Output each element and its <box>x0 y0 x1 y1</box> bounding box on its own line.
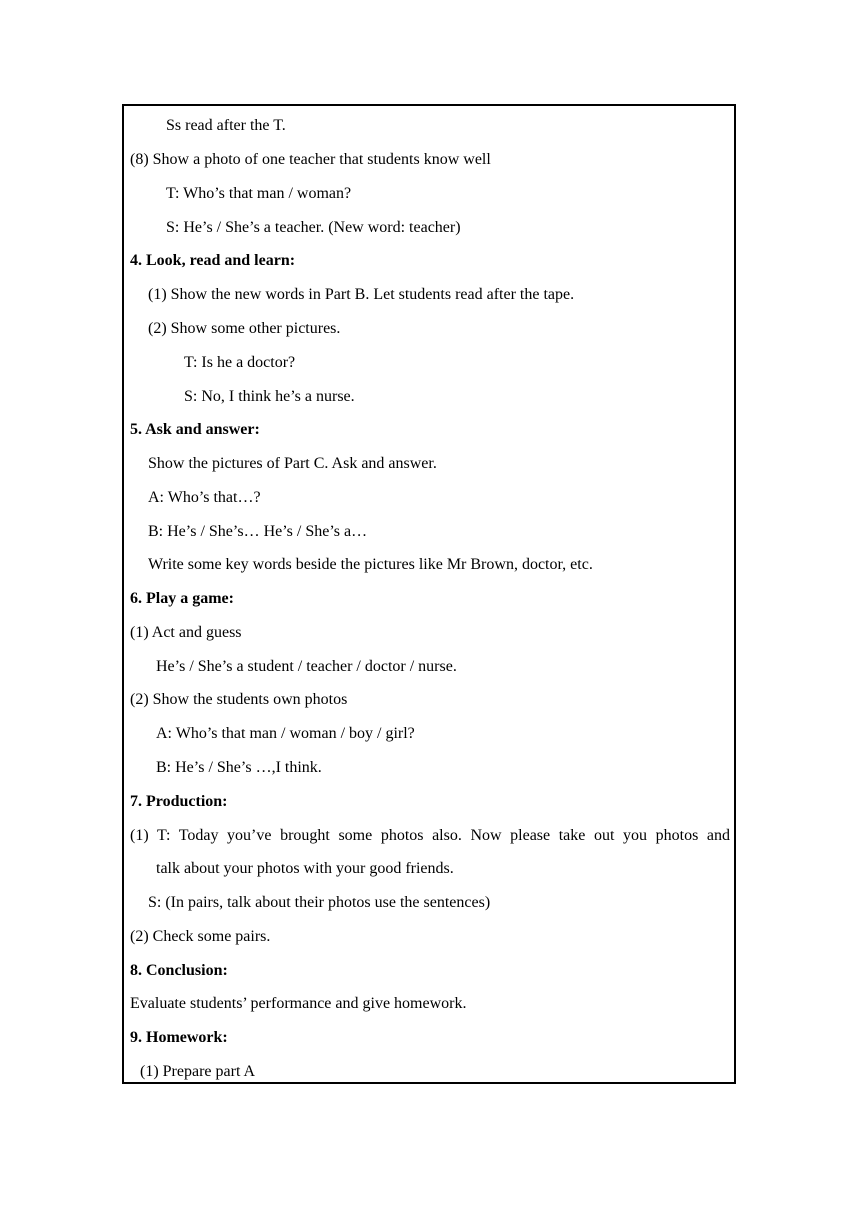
text-line: (1) Act and guess <box>130 624 242 641</box>
text-line: He’s / She’s a student / teacher / doctor / nurse. <box>156 658 457 675</box>
text-line: B: He’s / She’s …,I think. <box>156 759 322 776</box>
text-line: talk about your photos with your good friends. <box>156 860 454 877</box>
text-line: B: He’s / She’s… He’s / She’s a… <box>148 523 368 540</box>
text-line: (8) Show a photo of one teacher that students know well <box>130 151 491 168</box>
text-line: Show the pictures of Part C. Ask and answer. <box>148 455 437 472</box>
text-line: T: Is he a doctor? <box>184 354 296 371</box>
text-line: Ss read after the T. <box>166 117 286 134</box>
section-heading: 8. Conclusion: <box>130 962 228 979</box>
text-line: (2) Check some pairs. <box>130 928 271 945</box>
section-heading: 5. Ask and answer: <box>130 421 260 438</box>
text-line: S: He’s / She’s a teacher. (New word: teacher) <box>166 219 461 236</box>
text-line: Write some key words beside the pictures like Mr Brown, doctor, etc. <box>148 556 593 573</box>
text-line: S: No, I think he’s a nurse. <box>184 388 355 405</box>
text-line: (1) T: Today you’ve brought some photos also. Now please take out you photos and <box>130 827 730 844</box>
text-line: A: Who’s that man / woman / boy / girl? <box>156 725 415 742</box>
lesson-plan-box <box>122 104 736 1084</box>
text-line: (2) Show some other pictures. <box>148 320 341 337</box>
section-heading: 7. Production: <box>130 793 228 810</box>
section-heading: 6. Play a game: <box>130 590 234 607</box>
text-line: (1) Prepare part A <box>140 1063 256 1080</box>
section-heading: 9. Homework: <box>130 1029 228 1046</box>
text-line: T: Who’s that man / woman? <box>166 185 352 202</box>
text-line: S: (In pairs, talk about their photos use the sentences) <box>148 894 491 911</box>
text-line: (2) Show the students own photos <box>130 691 348 708</box>
text-line: Evaluate students’ performance and give homework. <box>130 995 467 1012</box>
text-line: (1) Show the new words in Part B. Let students read after the tape. <box>148 286 575 303</box>
text-line: A: Who’s that…? <box>148 489 261 506</box>
section-heading: 4. Look, read and learn: <box>130 252 296 269</box>
